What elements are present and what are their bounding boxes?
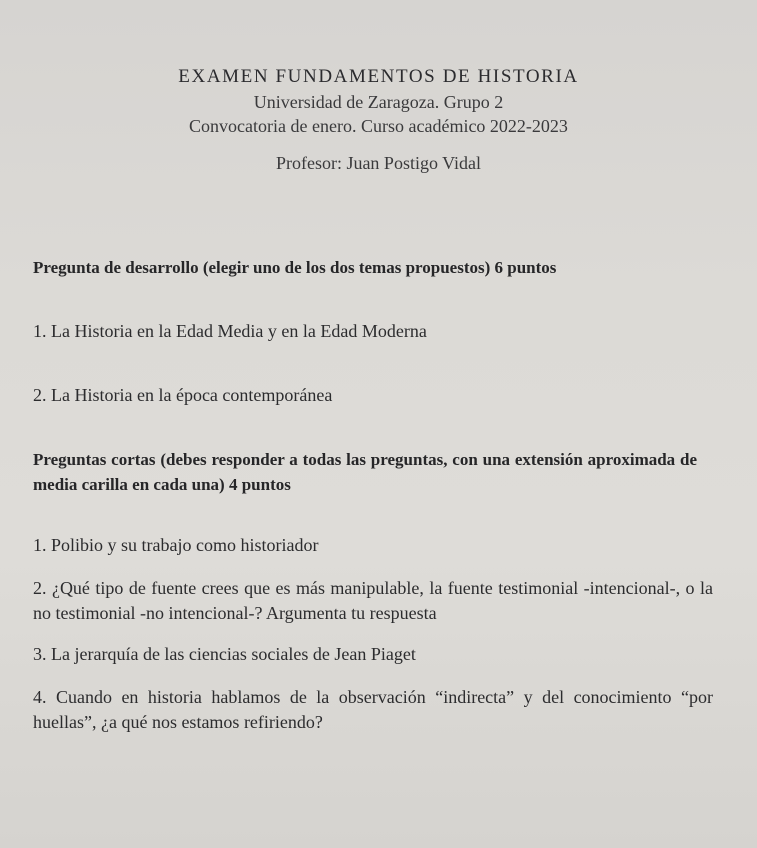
short-question-2: 2. ¿Qué tipo de fuente crees que es más manipulable, la fuente testimonial -intencional-, o la no testimonial -no intencional-? Argumenta tu respuesta <box>33 578 713 623</box>
essay-topic-2: 2. La Historia en la época contemporánea <box>33 385 333 405</box>
essay-topic-1: 1. La Historia en la Edad Media y en la Edad Moderna <box>33 321 427 341</box>
university-line: Universidad de Zaragoza. Grupo 2 <box>253 92 504 112</box>
short-question-4: 4. Cuando en historia hablamos de la observación “indirecta” y del conocimiento “por huellas”, ¿a qué nos estamos refiriendo? <box>33 687 713 732</box>
professor-line: Profesor: Juan Postigo Vidal <box>275 153 482 173</box>
short-section-heading: Preguntas cortas (debes responder a todas las preguntas, con una extensión aproximada de media carilla en cada una) 4 puntos <box>33 450 697 494</box>
short-question-1: 1. Polibio y su trabajo como historiador <box>33 535 319 555</box>
essay-section-heading: Pregunta de desarrollo (elegir uno de los dos temas propuestos) 6 puntos <box>33 258 557 277</box>
session-line: Convocatoria de enero. Curso académico 2022-2023 <box>189 116 568 136</box>
short-question-3: 3. La jerarquía de las ciencias sociales de Jean Piaget <box>33 644 416 664</box>
exam-title: EXAMEN FUNDAMENTOS DE HISTORIA <box>178 66 579 87</box>
